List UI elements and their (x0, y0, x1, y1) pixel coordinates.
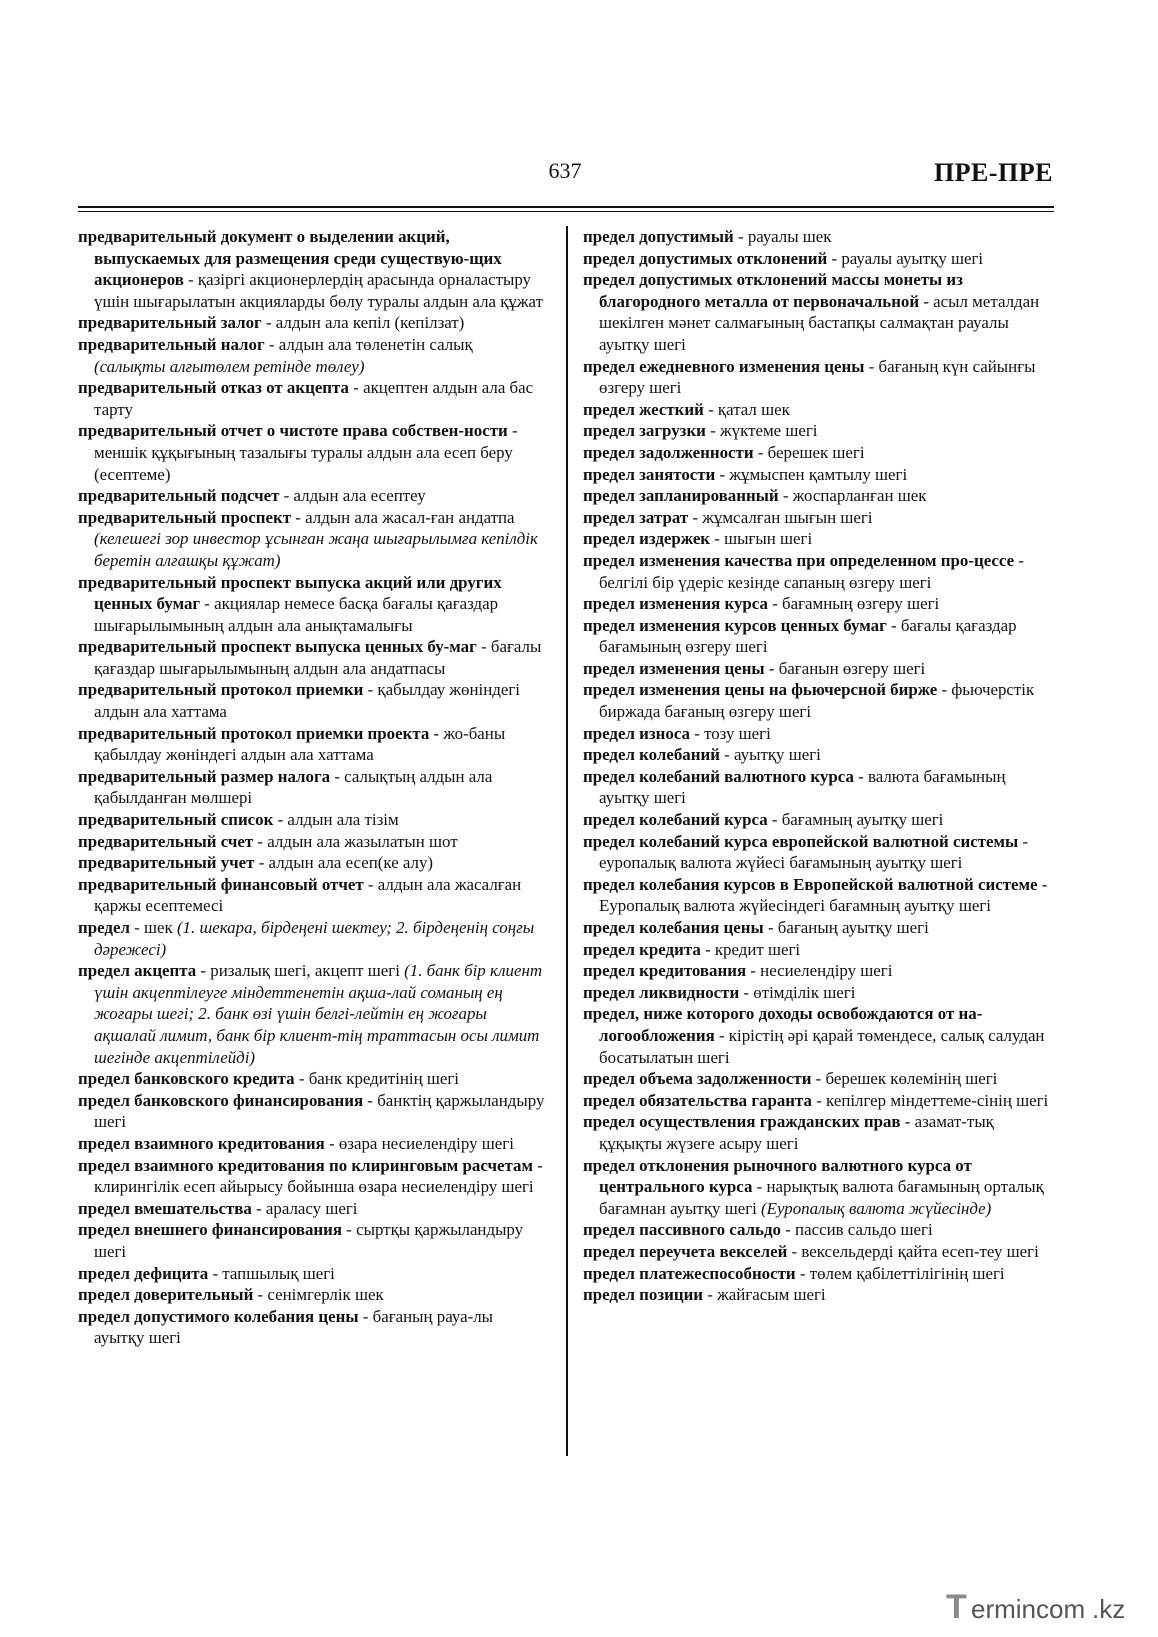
dictionary-entry (583, 485, 1054, 507)
entry-translation: - Еуропалық валюта жүйесіндегі бағамның ауытқу шегі (599, 874, 1048, 916)
dictionary-entry (583, 766, 1054, 809)
column-divider (566, 226, 568, 1456)
entry-translation: - жо-баны қабылдау жөніндегі алдын ала хаттама (94, 723, 506, 765)
entry-translation: - пассив сальдо шегі (780, 1220, 933, 1240)
dictionary-entry (583, 269, 1054, 355)
entry-term: предварительный протокол приемки (78, 680, 364, 700)
dictionary-entry (583, 939, 1054, 961)
dictionary-entry (583, 679, 1054, 722)
entry-term: предел, ниже которого доходы освобождаются от на-логообложения (583, 1004, 983, 1045)
entry-translation: - бағаның ауытқу шегі (763, 918, 929, 937)
entry-translation: - шығын шегі (710, 529, 813, 549)
entry-translation: - қабылдау жөніндегі алдын ала хаттама (94, 680, 520, 722)
entry-term: предварительный финансовый отчет (78, 874, 364, 894)
dictionary-entry (583, 1068, 1054, 1090)
entry-term: предел ежедневного изменения цены (583, 356, 865, 376)
entry-term: предел колебания цены (583, 918, 764, 937)
dictionary-entry (78, 960, 546, 1068)
dictionary-entry (583, 1003, 1054, 1068)
entry-term: предел изменения цены на фьючерсной бирже (583, 680, 938, 700)
dictionary-entry (583, 723, 1054, 745)
dictionary-entry (583, 809, 1054, 831)
entry-translation: - азамат-тық құқықты жүзеге асыру шегі (599, 1112, 994, 1153)
dictionary-entry (583, 442, 1054, 464)
logo-t: T (946, 1588, 967, 1626)
section-heading: ПРЕ-ПРЕ (933, 158, 1053, 187)
entry-term: предел загрузки (583, 421, 706, 441)
dictionary-entry (583, 982, 1054, 1004)
right-column (583, 226, 1054, 1306)
entry-term: предварительный отчет о чистоте права собствен-ности (78, 421, 508, 441)
entry-term: предел отклонения рыночного валютного курса от центрального курса (583, 1155, 972, 1197)
entry-term: предварительный отказ от акцепта (78, 378, 349, 398)
dictionary-entry (583, 744, 1054, 766)
dictionary-entry (583, 226, 1054, 248)
entry-term: предварительный размер налога (78, 766, 331, 786)
entry-term: предел изменения курсов ценных бумаг (583, 615, 887, 635)
dictionary-entry (78, 1090, 546, 1133)
dictionary-entry (583, 1263, 1054, 1285)
entry-translation: - сыртқы қаржыландыру шегі (94, 1220, 524, 1261)
entry-term: предел изменения курса (583, 594, 768, 614)
entry-term: предварительный залог (78, 313, 262, 333)
entry-translation: - бағанын өзгеру шегі (764, 658, 926, 678)
entry-translation: - акцептен алдын ала бас тарту (94, 378, 534, 419)
entry-translation: - алдын ала жазылатын шот (253, 831, 458, 851)
dictionary-entry (583, 356, 1054, 399)
dictionary-entry (78, 1306, 546, 1349)
dictionary-entry (583, 507, 1054, 529)
entry-term: предел позиции (583, 1285, 704, 1305)
entry-translation: - жайғасым шегі (703, 1285, 826, 1305)
dictionary-entry (78, 679, 546, 722)
entry-translation: - алдын ала жасалған қаржы есептемесі (94, 874, 522, 916)
entry-note: (Еуропалық валюта жүйесінде) (761, 1198, 992, 1218)
entry-translation: - тозу шегі (690, 723, 771, 743)
dictionary-entry (583, 1111, 1054, 1154)
entry-term: предел колебания курсов в Европейской валютной системе (583, 874, 1038, 894)
entry-term: предел занятости (583, 464, 716, 484)
entry-term: предел внешнего финансирования (78, 1220, 343, 1240)
entry-term: предел кредита (583, 939, 701, 959)
dictionary-entry (78, 1219, 546, 1262)
entry-term: предел изменения цены (583, 658, 765, 678)
entry-term: предел взаимного кредитования по клиринговым расчетам (78, 1155, 533, 1175)
entry-term: предварительный счет (78, 831, 254, 851)
dictionary-entry (78, 874, 546, 917)
entry-translation: - меншік құқығының тазалығы туралы алдын ала есеп беру (есептеме) (94, 421, 518, 484)
entry-translation: - бағамның ауытқу шегі (767, 810, 944, 830)
entry-term: предел жесткий (583, 399, 704, 419)
entry-translation: - өтімділік шегі (739, 982, 856, 1002)
entry-translation: - тапшылық шегі (208, 1263, 335, 1283)
entry-translation: - рауалы шек (733, 227, 832, 246)
entry-translation: - бағаның күн сайынғы өзгеру шегі (599, 356, 1036, 398)
dictionary-entry (78, 507, 546, 572)
entry-translation: - алдын ала төленетін салық (264, 334, 473, 354)
entry-translation: - алдын ала жасал-ған андатпа (291, 507, 515, 527)
entry-translation: - кірістің әрі қарай төмендесе, салық салудан босатылатын шегі (599, 1025, 1045, 1067)
entry-term: предел запланированный (583, 486, 779, 506)
entry-term: предел ликвидности (583, 982, 740, 1002)
entry-translation: - клирингілік есеп айырысу бойынша өзара несиелендіру шегі (94, 1155, 543, 1197)
dictionary-entry (78, 420, 546, 485)
dictionary-entry (583, 917, 1054, 939)
entry-term: предел (78, 918, 130, 937)
dictionary-entry (78, 831, 546, 853)
entry-translation: - акциялар немесе басқа бағалы қағаздар шығарылымының алдын ала анықтамалығы (94, 594, 499, 635)
entry-translation: - қатал шек (703, 399, 790, 419)
entry-translation: - бағамның өзгеру шегі (767, 594, 940, 614)
entry-note: (1. банк бір клиент үшін акцептілеуге міндеттенетін ақша-лай соманың ең жоғары шегі; 2. банк өзі үшін белгі-лейтін ең жоғары ақшалай лимит, банк бір клиент-тің траттасын осы лимит шегінде акцептілейді) (94, 961, 543, 1067)
dictionary-entry (583, 593, 1054, 615)
dictionary-entry (78, 636, 546, 679)
entry-translation: - рауалы ауытқу шегі (827, 248, 984, 268)
dictionary-entry (78, 312, 546, 334)
entry-translation: - алдын ала есептеу (279, 486, 426, 506)
entry-translation: - алдын ала тізім (273, 810, 399, 830)
entry-term: предел банковского финансирования (78, 1090, 364, 1110)
entry-term: предварительный документ о выделении акций, выпускаемых для размещения среди существую-щих акционеров (78, 227, 502, 290)
dictionary-entry (583, 658, 1054, 680)
entry-term: предварительный проспект выпуска акций или других ценных бумаг (78, 572, 502, 614)
dictionary-entry (583, 399, 1054, 421)
entry-translation: - араласу шегі (251, 1198, 358, 1218)
entry-translation: - салықтың алдын ала қабылданған мөлшері (94, 766, 493, 808)
dictionary-entry (78, 226, 546, 312)
entry-term: предел задолженности (583, 442, 754, 462)
entry-term: предел кредитования (583, 961, 747, 981)
entry-translation: - сенімгерлік шек (253, 1285, 384, 1305)
dictionary-entry (78, 1284, 546, 1306)
header-rule-thin (78, 211, 1054, 212)
entry-term: предварительный налог (78, 334, 265, 354)
logo-mid: ermincom (971, 1594, 1086, 1624)
termincom-logo (944, 1588, 1144, 1630)
entry-translation: - алдын ала есеп(ке алу) (254, 853, 434, 873)
entry-term: предел допустимый (583, 227, 734, 246)
logo-suffix: .kz (1092, 1594, 1126, 1624)
entry-term: предел объема задолженности (583, 1069, 812, 1089)
entry-term: предварительный проспект (78, 507, 292, 527)
entry-term: предел обязательства гаранта (583, 1090, 812, 1110)
dictionary-entry (583, 874, 1054, 917)
entry-term: предварительный учет (78, 853, 255, 873)
entry-term: предел колебаний валютного курса (583, 766, 854, 786)
entry-translation: - жоспарланған шек (778, 486, 927, 506)
dictionary-entry (78, 377, 546, 420)
entry-note: (1. шекара, бірдеңені шектеу; 2. бірдеңенің соңғы дәрежесі) (94, 918, 535, 959)
entry-translation: - фьючерстік биржада бағаның өзгеру шегі (599, 680, 1035, 722)
entry-term: предварительный протокол приемки проекта (78, 723, 430, 743)
entry-translation: - кепілгер міндеттеме-сінің шегі (811, 1090, 1049, 1110)
dictionary-entry (78, 852, 546, 874)
entry-translation: - жүктеме шегі (705, 421, 818, 441)
dictionary-entry (583, 464, 1054, 486)
dictionary-entry (78, 334, 546, 377)
entry-translation: - шек (129, 918, 177, 937)
dictionary-entry (78, 1133, 546, 1155)
entry-term: предел издержек (583, 529, 711, 549)
entry-term: предварительный подсчет (78, 486, 280, 506)
dictionary-entry (583, 420, 1054, 442)
dictionary-entry (78, 766, 546, 809)
entry-term: предел дефицита (78, 1263, 209, 1283)
header-rule-thick (78, 206, 1054, 208)
entry-note: (келешегі зор инвестор ұсынған жаңа шығарылымға кепілдік беретін алғашқы құжат) (94, 529, 538, 570)
dictionary-entry (78, 723, 546, 766)
dictionary-entry (78, 1068, 546, 1090)
entry-term: предел затрат (583, 507, 689, 527)
entry-translation: - берешек шегі (753, 442, 865, 462)
entry-term: предел банковского кредита (78, 1069, 295, 1089)
entry-translation: - вексельдерді қайта есеп-теу шегі (787, 1241, 1039, 1261)
entry-translation: - ризалық шегі, акцепт шегі (196, 961, 405, 981)
entry-term: предел вмешательства (78, 1198, 252, 1218)
entry-translation: - бағаның рауа-лы ауытқу шегі (94, 1306, 493, 1348)
entry-term: предел переучета векселей (583, 1241, 788, 1261)
entry-term: предел доверительный (78, 1285, 254, 1305)
entry-translation: - еуропалық валюта жүйесі бағамының ауытқу шегі (599, 831, 1029, 873)
dictionary-entry (583, 1155, 1054, 1220)
left-column (78, 226, 546, 1349)
entry-translation: - нарықтық валюта бағамының орталық бағамнан ауытқу шегі (599, 1177, 1044, 1218)
dictionary-entry (78, 917, 546, 960)
entry-translation: - бағалы қағаздар шығарылымының алдын ала андатпасы (94, 637, 542, 678)
entry-translation: - банк кредитінің шегі (294, 1069, 460, 1089)
dictionary-entry (583, 1241, 1054, 1263)
dictionary-entry (78, 485, 546, 507)
dictionary-entry (583, 528, 1054, 550)
entry-term: предел износа (583, 723, 690, 743)
entry-translation: - жұмсалған шығын шегі (688, 507, 873, 527)
dictionary-entry (78, 572, 546, 637)
entry-translation: - жұмыспен қамтылу шегі (715, 464, 908, 484)
entry-term: предел платежеспособности (583, 1263, 796, 1283)
entry-term: предел изменения качества при определенном про-цессе (583, 550, 1015, 570)
entry-translation: - несиелендіру шегі (746, 961, 893, 981)
entry-term: предел колебаний курса (583, 810, 768, 830)
entry-translation: - төлем қабілеттілігінің шегі (795, 1263, 1005, 1283)
entry-translation: - банктің қаржыландыру шегі (94, 1090, 545, 1132)
entry-term: предел колебаний (583, 745, 720, 765)
dictionary-entry (78, 809, 546, 831)
entry-translation: - кредит шегі (700, 939, 801, 959)
entry-term: предел допустимых отклонений массы монеты из благородного металла от первоначальной (583, 270, 963, 311)
entry-note: (салықты алғытөлем ретінде төлеу) (94, 356, 365, 376)
dictionary-entry (78, 1263, 546, 1285)
entry-term: предел осуществления гражданских прав (583, 1112, 901, 1132)
entry-translation: - қазіргі акционерлердің арасында орналастыру үшін шығарылатын акцияларды бөлу туралы алдын ала құжат (94, 270, 543, 311)
dictionary-entry (583, 1090, 1054, 1112)
entry-term: предел пассивного сальдо (583, 1220, 781, 1240)
entry-translation: - берешек көлемінің шегі (811, 1069, 998, 1089)
dictionary-entry (78, 1155, 546, 1198)
dictionary-entry (583, 831, 1054, 874)
dictionary-entry (583, 1219, 1054, 1241)
dictionary-entry (583, 960, 1054, 982)
dictionary-entry (583, 615, 1054, 658)
entry-translation: - алдын ала кепіл (кепілзат) (261, 313, 465, 333)
entry-translation: - бағалы қағаздар бағамының өзгеру шегі (599, 615, 1017, 657)
entry-term: предел допустимых отклонений (583, 248, 828, 268)
entry-translation: - ауытқу шегі (719, 745, 821, 765)
entry-term: предварительный список (78, 810, 274, 830)
entry-term: предел допустимого колебания цены (78, 1306, 359, 1326)
dictionary-entry (583, 550, 1054, 593)
entry-translation: - валюта бағамының ауытқу шегі (599, 766, 1006, 808)
entry-term: предел акцепта (78, 961, 197, 981)
entry-term: предварительный проспект выпуска ценных бу-маг (78, 637, 477, 657)
entry-translation: - асыл металдан шекілген мәнет салмағының бастапқы салмақтан рауалы ауытқу шегі (599, 291, 1040, 354)
entry-term: предел взаимного кредитования (78, 1133, 325, 1153)
page-number: 637 (548, 158, 582, 183)
dictionary-entry (583, 248, 1054, 270)
dictionary-entry (583, 1284, 1054, 1306)
entry-term: предел колебаний курса европейской валютной системы (583, 831, 1019, 851)
dictionary-entry (78, 1198, 546, 1220)
entry-translation: - өзара несиелендіру шегі (324, 1133, 514, 1153)
entry-translation: - белгілі бір үдеріс кезінде сапаның өзгеру шегі (599, 550, 1024, 592)
